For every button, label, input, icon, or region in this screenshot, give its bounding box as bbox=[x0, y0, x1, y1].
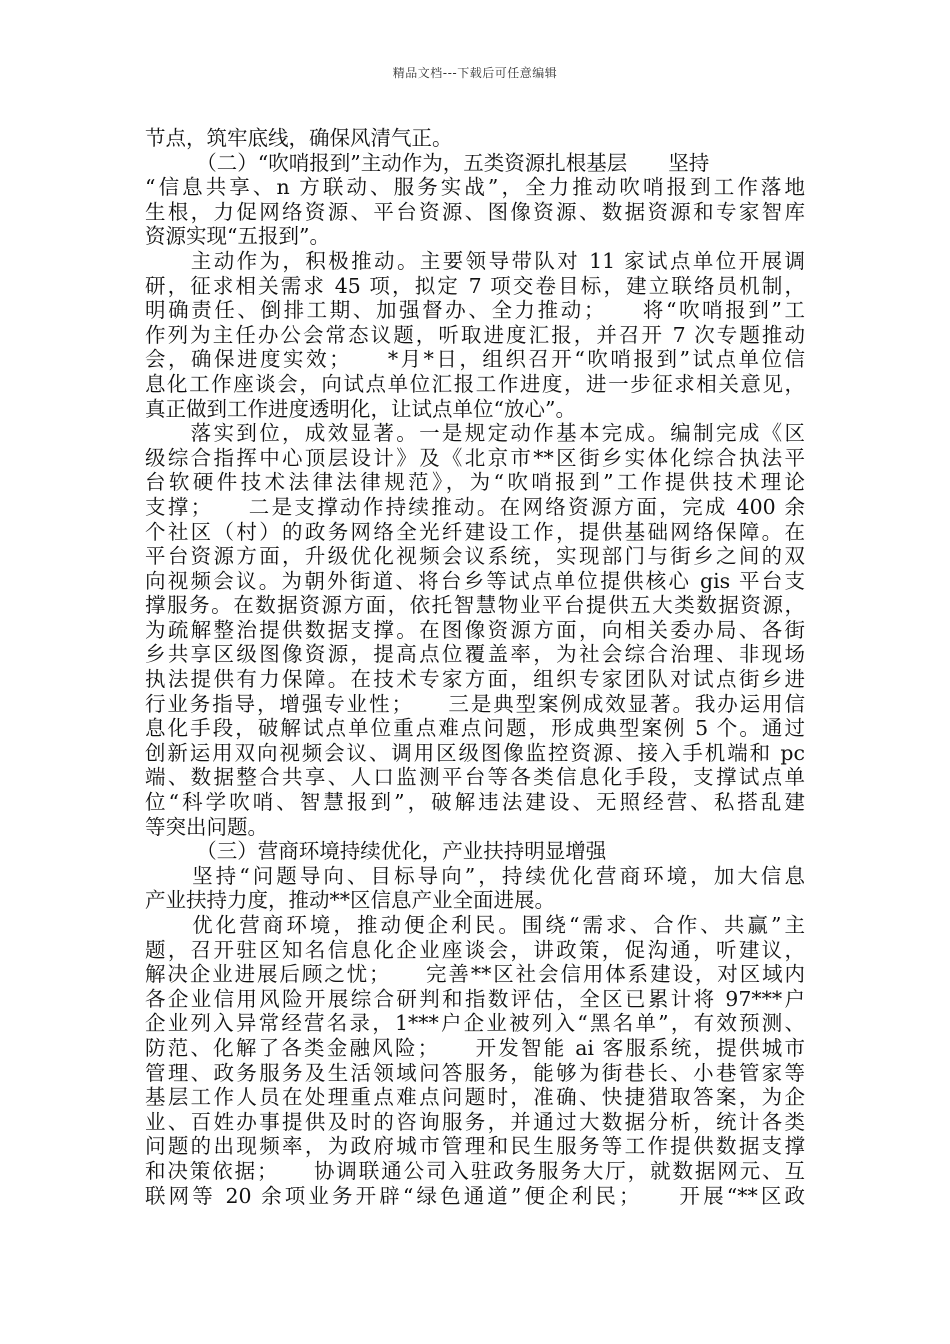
text-line: 为疏解整治提供数据支撑。在图像资源方面，向相关委办局、各街 bbox=[145, 617, 805, 642]
text-line: 研，征求相关需求 45 项，拟定 7 项交卷目标，建立联络员机制， bbox=[145, 273, 805, 298]
text-line: 管理、政务服务及生活领域问答服务，能够为街巷长、小巷管家等 bbox=[145, 1060, 805, 1085]
text-line: 息化工作座谈会，向试点单位汇报工作进度，进一步征求相关意见， bbox=[145, 371, 805, 396]
text-line: 撑服务。在数据资源方面，依托智慧物业平台提供五大类数据资源， bbox=[145, 593, 805, 618]
text-line: 优化营商环境，推动便企利民。围绕“需求、合作、共赢”主 bbox=[145, 913, 805, 937]
text-line: 作列为主任办公会常态议题，听取进度汇报，并召开 7 次专题推动 bbox=[145, 322, 805, 347]
text-line: 企业列入异常经营名录，1***户企业被列入“黑名单”，有效预测、 bbox=[145, 1011, 805, 1036]
document-body bbox=[145, 126, 805, 1208]
text-line: 生根，力促网络资源、平台资源、图像资源、数据资源和专家智库 bbox=[145, 199, 805, 224]
section-heading: （三）营商环境持续优化，产业扶持明显增强 bbox=[145, 839, 607, 864]
text-line: 端、数据整合共享、人口监测平台等各类信息化手段，支撑试点单 bbox=[145, 765, 805, 790]
text-line: 行业务指导，增强专业性； 三是典型案例成效显著。我办运用信 bbox=[145, 691, 805, 716]
text-line: 主动作为，积极推动。主要领导带队对 11 家试点单位开展调 bbox=[145, 248, 805, 273]
text-line: 资源实现“五报到”。 bbox=[145, 224, 330, 249]
text-line: “信息共享、n 方联动、服务实战”，全力推动吹哨报到工作落地 bbox=[145, 175, 805, 200]
text-line: 真正做到工作进度透明化，让试点单位“放心”。 bbox=[145, 396, 576, 421]
text-line: 产业扶持力度，推动**区信息产业全面进展。 bbox=[145, 888, 555, 913]
text-line: 平台资源方面，升级优化视频会议系统，实现部门与街乡之间的双 bbox=[145, 544, 805, 569]
text-line: 节点，筑牢底线，确保风清气正。 bbox=[145, 126, 453, 150]
text-line: 明确责任、倒排工期、加强督办、全力推动； 将“吹哨报到”工 bbox=[145, 298, 805, 323]
text-line: 等突出问题。 bbox=[145, 814, 268, 839]
text-line: 解决企业进展后顾之忧； 完善**区社会信用体系建设，对区域内 bbox=[145, 962, 805, 987]
text-line: 息化手段，破解试点单位重点难点问题，形成典型案例 5 个。通过 bbox=[145, 716, 805, 741]
text-line: 落实到位，成效显著。一是规定动作基本完成。编制完成《区 bbox=[145, 421, 805, 446]
text-line: 支撑； 二是支撑动作持续推动。在网络资源方面，完成 400 余 bbox=[145, 494, 805, 519]
text-line: 创新运用双向视频会议、调用区级图像监控资源、接入手机端和 pc bbox=[145, 740, 805, 765]
section-heading: （二）“吹哨报到”主动作为，五类资源扎根基层 坚持 bbox=[145, 150, 710, 175]
text-line: 向视频会议。为朝外街道、将台乡等试点单位提供核心 gis 平台支 bbox=[145, 568, 805, 593]
text-line: 台软硬件技术法律法律规范》，为“吹哨报到”工作提供技术理论 bbox=[145, 470, 805, 495]
text-line: 位“科学吹哨、智慧报到”，破解违法建设、无照经营、私搭乱建 bbox=[145, 790, 805, 815]
text-line: 个社区（村）的政务网络全光纤建设工作，提供基础网络保障。在 bbox=[145, 519, 805, 544]
page-header: 精品文档---下载后可任意编辑 bbox=[392, 66, 558, 80]
text-line: 联网等 20 余项业务开辟“绿色通道”便企利民； 开展“**区政 bbox=[145, 1183, 805, 1208]
text-line: 各企业信用风险开展综合研判和指数评估，全区已累计将 97***户 bbox=[145, 986, 805, 1011]
text-line: 执法提供有力保障。在技术专家方面，组织专家团队对试点街乡进 bbox=[145, 667, 805, 692]
text-line: 题，召开驻区知名信息化企业座谈会，讲政策，促沟通，听建议， bbox=[145, 937, 805, 962]
text-line: 坚持“问题导向、目标导向”，持续优化营商环境，加大信息 bbox=[145, 863, 805, 888]
text-line: 会，确保进度实效； *月*日，组织召开“吹哨报到”试点单位信 bbox=[145, 347, 805, 372]
text-line: 乡共享区级图像资源，提高点位覆盖率，为社会综合治理、非现场 bbox=[145, 642, 805, 667]
text-line: 问题的出现频率，为政府城市管理和民生服务等工作提供数据支撑 bbox=[145, 1134, 805, 1159]
text-line: 和决策依据； 协调联通公司入驻政务服务大厅，就数据网元、互 bbox=[145, 1158, 805, 1183]
text-line: 基层工作人员在处理重点难点问题时，准确、快捷猎取答案，为企 bbox=[145, 1085, 805, 1110]
text-line: 业、百姓办事提供及时的咨询服务，并通过大数据分析，统计各类 bbox=[145, 1109, 805, 1134]
text-line: 级综合指挥中心顶层设计》及《北京市**区街乡实体化综合执法平 bbox=[145, 445, 805, 470]
text-line: 防范、化解了各类金融风险； 开发智能 ai 客服系统，提供城市 bbox=[145, 1035, 805, 1060]
